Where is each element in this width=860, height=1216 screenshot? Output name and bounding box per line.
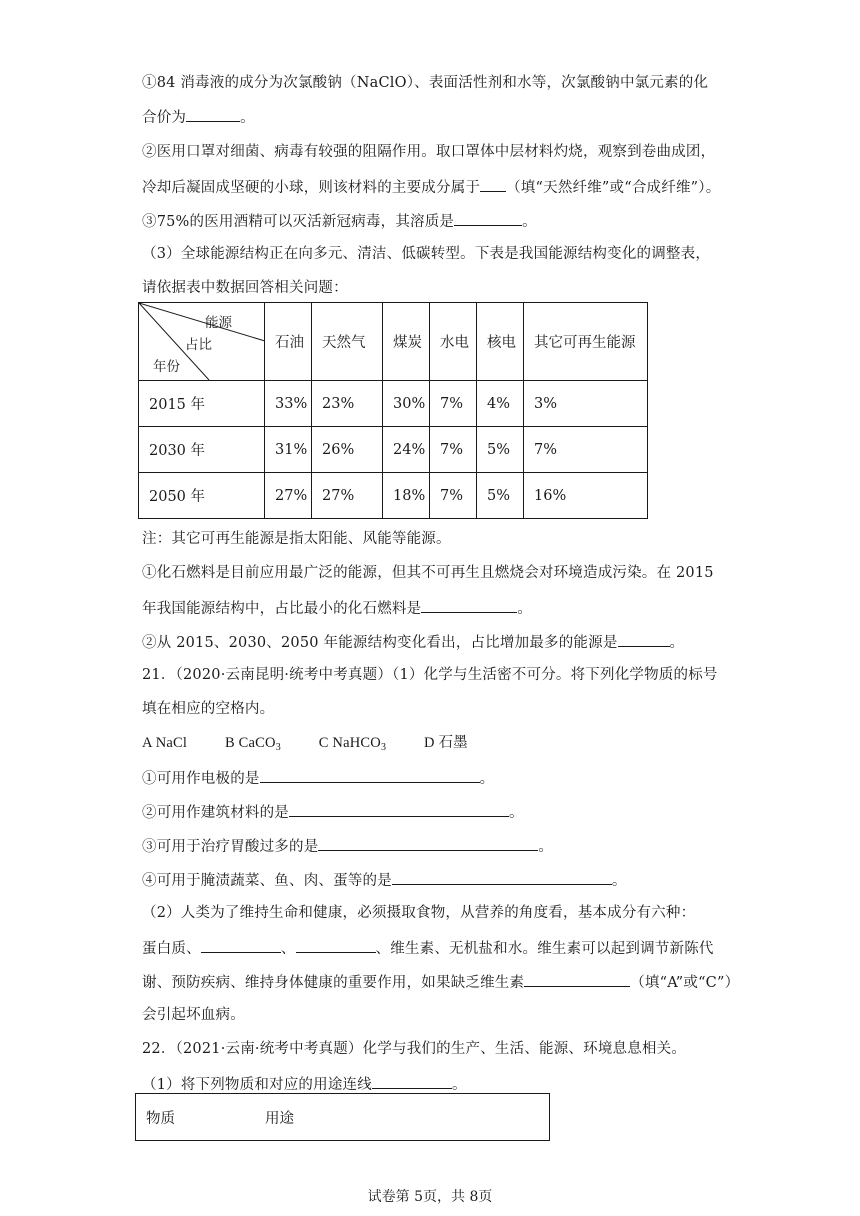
q21-item1: ①可用作电极的是 。	[142, 767, 494, 789]
q20-item2-line2: 冷却后凝固成坚硬的小球，则该材料的主要成分属于 （填“天然纤维”或“合成纤维”）。	[142, 176, 720, 198]
option-b: B CaCO$_3$	[224, 735, 281, 753]
table-cell: 30%	[383, 381, 430, 427]
header-oil: 石油	[265, 303, 312, 381]
q20-item1-line1: ①84 消毒液的成分为次氯酸钠（NaClO）、表面活性剂和水等，次氯酸钠中氯元素的化	[142, 75, 709, 91]
col-substance: 物质	[146, 1110, 175, 1127]
row-year: 2050 年	[139, 473, 265, 519]
q22-title: 22．（2021·云南·统考中考真题）化学与我们的生产、生活、能源、环境息息相关。	[142, 1041, 687, 1057]
header-coal: 煤炭	[383, 303, 430, 381]
q21-part2-line3: 谢、预防疾病、维持身体健康的重要作用，如果缺乏维生素 （填“A”或“C”）	[142, 971, 739, 993]
table-row-2015	[139, 381, 648, 427]
answer-blank[interactable]	[480, 176, 506, 192]
table-header-row	[139, 303, 648, 381]
q21-item3: ③可用于治疗胃酸过多的是 。	[142, 835, 553, 857]
q20-item2-line1: ②医用口罩对细菌、病毒有较强的阻隔作用。取口罩体中层材料灼烧，观察到卷曲成团，	[142, 144, 716, 160]
answer-blank[interactable]	[524, 971, 630, 987]
header-nuclear: 核电	[477, 303, 524, 381]
q21-part2-line1: （2）人类为了维持生命和健康，必须摄取食物，从营养的角度看，基本成分有六种：	[142, 905, 696, 921]
table-cell: 7%	[430, 473, 477, 519]
header-natural-gas: 天然气	[312, 303, 383, 381]
table-cell: 31%	[265, 427, 312, 473]
q20-sub3-item1-line2: 年我国能源结构中，占比最小的化石燃料是 。	[142, 597, 532, 619]
answer-blank[interactable]	[392, 869, 612, 885]
q21-item4: ④可用于腌渍蔬菜、鱼、肉、蛋等的是 。	[142, 869, 627, 891]
table-cell: 23%	[312, 381, 383, 427]
q22-sub1: （1）将下列物质和对应的用途连线 。	[142, 1073, 467, 1095]
answer-blank[interactable]	[421, 597, 517, 613]
diagonal-header-cell	[139, 303, 265, 381]
corner-label-share: 占比	[185, 337, 212, 353]
answer-blank[interactable]	[618, 631, 670, 647]
q20-item1-line2: 合价为 。	[142, 106, 255, 128]
matching-table	[135, 1093, 550, 1141]
table-row	[136, 1094, 550, 1141]
answer-blank[interactable]	[186, 106, 240, 122]
table-cell: 5%	[477, 473, 524, 519]
table-cell: 26%	[312, 427, 383, 473]
answer-blank[interactable]	[296, 937, 376, 953]
option-d: D 石墨	[423, 735, 468, 751]
table-cell: 7%	[430, 427, 477, 473]
table-cell: 18%	[383, 473, 430, 519]
row-year: 2015 年	[139, 381, 265, 427]
col-use: 用途	[265, 1110, 294, 1127]
answer-blank[interactable]	[318, 835, 538, 851]
option-a: A NaCl	[142, 735, 188, 751]
table-cell: 3%	[524, 381, 648, 427]
table-cell: 5%	[477, 427, 524, 473]
q21-part2-line4: 会引起坏血病。	[142, 1007, 245, 1023]
q21-part2-line2: 蛋白质、 、 、维生素、无机盐和水。维生素可以起到调节新陈代	[142, 937, 714, 959]
q21-title-line2: 填在相应的空格内。	[142, 701, 275, 717]
option-c: C NaHCO$_3$	[318, 735, 387, 753]
answer-blank[interactable]	[260, 767, 480, 783]
page-footer: 试卷第 5页，共 8页	[367, 1189, 493, 1205]
table-cell: 27%	[265, 473, 312, 519]
table-note: 注：其它可再生能源是指太阳能、风能等能源。	[142, 531, 451, 547]
q21-title-line1: 21．（2020·云南昆明·统考中考真题）（1）化学与生活密不可分。将下列化学物质的标号	[142, 667, 718, 683]
q20-sub3-item2: ②从 2015、2030、2050 年能源结构变化看出，占比增加最多的能源是 。	[142, 631, 684, 653]
table-cell: 16%	[524, 473, 648, 519]
q21-options	[142, 733, 502, 753]
answer-blank[interactable]	[201, 937, 281, 953]
corner-label-energy: 能源	[205, 315, 232, 331]
table-cell: 33%	[265, 381, 312, 427]
answer-blank[interactable]	[372, 1073, 452, 1089]
header-hydro: 水电	[430, 303, 477, 381]
corner-label-year: 年份	[153, 359, 180, 375]
q20-sub3-item1-line1: ①化石燃料是目前应用最广泛的能源，但其不可再生且燃烧会对环境造成污染。在 2015	[142, 565, 714, 581]
row-year: 2030 年	[139, 427, 265, 473]
answer-blank[interactable]	[454, 210, 522, 226]
header-other-renewable: 其它可再生能源	[524, 303, 648, 381]
table-cell: 7%	[430, 381, 477, 427]
table-cell: 7%	[524, 427, 648, 473]
table-cell: 4%	[477, 381, 524, 427]
matching-header-cell	[136, 1094, 550, 1141]
q21-item2: ②可用作建筑材料的是 。	[142, 801, 524, 823]
table-row-2030	[139, 427, 648, 473]
table-row-2050	[139, 473, 648, 519]
table-cell: 27%	[312, 473, 383, 519]
q20-item3: ③75%的医用酒精可以灭活新冠病毒，其溶质是 。	[142, 210, 537, 232]
table-cell: 24%	[383, 427, 430, 473]
energy-structure-table	[138, 302, 648, 519]
q20-sub3-intro-line2: 请依据表中数据回答相关问题：	[142, 280, 348, 296]
answer-blank[interactable]	[289, 801, 509, 817]
q20-sub3-intro-line1: （3）全球能源结构正在向多元、清洁、低碳转型。下表是我国能源结构变化的调整表，	[142, 246, 711, 262]
